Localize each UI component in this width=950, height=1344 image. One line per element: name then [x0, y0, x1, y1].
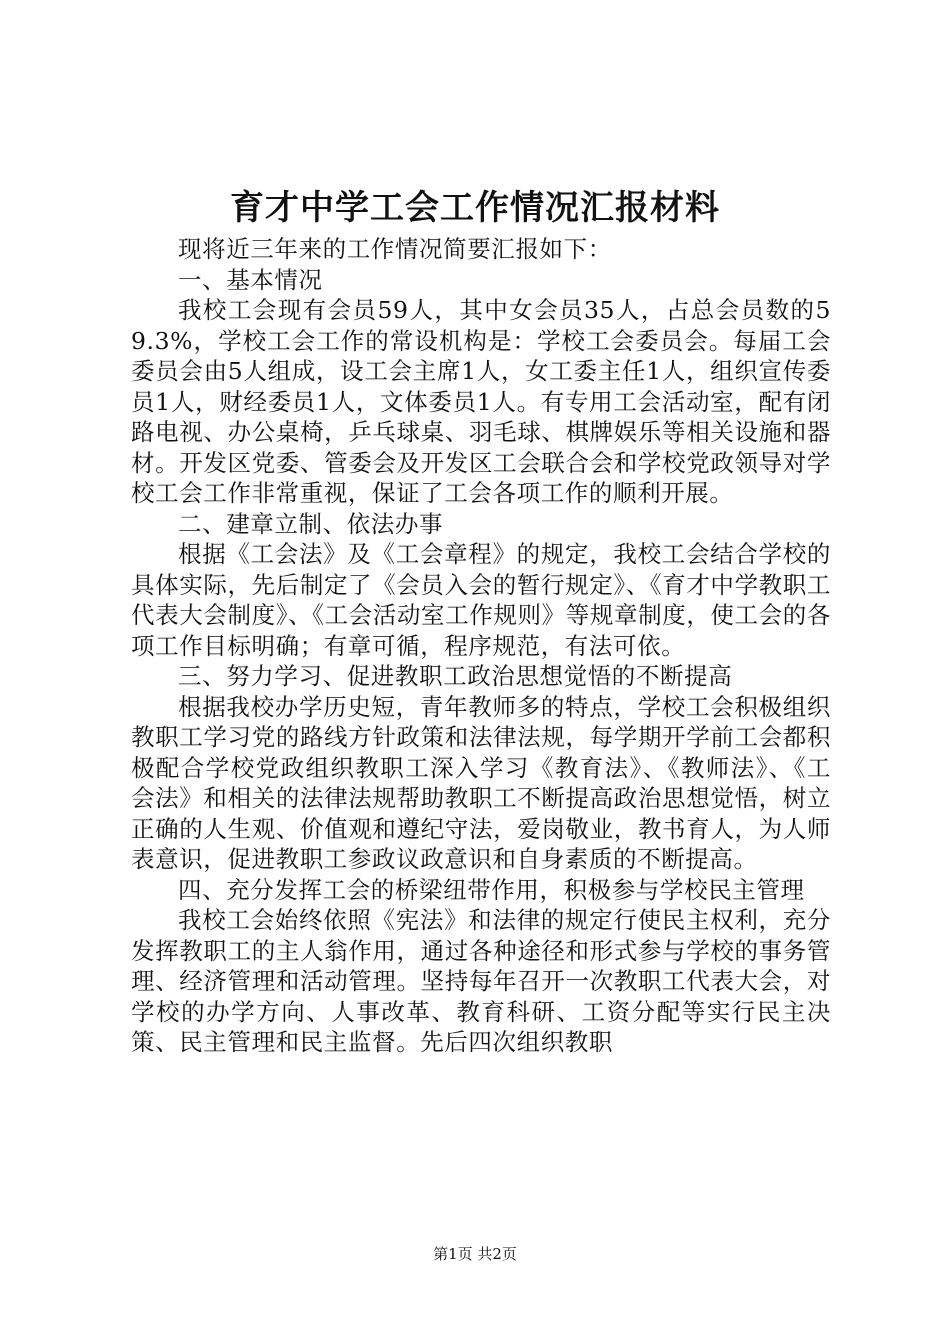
- section-paragraph-2: 根据《工会法》及《工会章程》的规定，我校工会结合学校的具体实际，先后制定了《会员入会的暂行规定》、《育才中学教职工代表大会制度》、《工会活动室工作规则》等规章制度，使工会的各项工作目标明确；有章可循，程序规范，有法可依。: [131, 540, 831, 660]
- page-footer: 第1页 共2页: [433, 1245, 517, 1263]
- section-paragraph-4: 我校工会始终依照《宪法》和法律的规定行使民主权利，充分发挥教职工的主人翁作用，通过各种途径和形式参与学校的事务管理、经济管理和活动管理。坚持每年召开一次教职工代表大会，对学校的办学方向、人事改革、教育科研、工资分配等实行民主决策、民主管理和民主监督。先后四次组织教职: [131, 906, 831, 1056]
- section-heading-4: 四、充分发挥工会的桥梁纽带作用，积极参与学校民主管理: [178, 875, 805, 904]
- document-body: [131, 234, 831, 1058]
- intro-paragraph: 现将近三年来的工作情况简要汇报如下：: [178, 235, 612, 263]
- section-heading-3: 三、努力学习、促进教职工政治思想觉悟的不断提高: [178, 662, 733, 690]
- section-heading-2: 二、建章立制、依法办事: [178, 509, 444, 538]
- section-paragraph-1: 我校工会现有会员59人，其中女会员35人，占总会员数的59.3%，学校工会工作的常设机构是：学校工会委员会。每届工会委员会由5人组成，设工会主席1人，女工委主任1人，组织宣传委员1人，财经委员1人，文体委员1人。有专用工会活动室，配有闭路电视、办公桌椅，乒乓球桌、羽毛球、棋牌娱乐等相关设施和器材。开发区党委、管委会及开发区工会联合会和学校党政领导对学校工会工作非常重视，保证了工会各项工作的顺利开展。: [131, 296, 831, 507]
- document-title: 育才中学工会工作情况汇报材料: [230, 188, 720, 228]
- section-paragraph-3: 根据我校办学历史短，青年教师多的特点，学校工会积极组织教职工学习党的路线方针政策和法律法规，每学期开学前工会都积极配合学校党政组织教职工深入学习《教育法》、《教师法》、《工会法》和相关的法律法规帮助教职工不断提高政治思想觉悟，树立正确的人生观、价值观和遵纪守法，爱岗敬业，教书育人，为人师表意识，促进教职工参政议政意识和自身素质的不断提高。: [131, 692, 831, 873]
- section-heading-1: 一、基本情况: [178, 265, 323, 294]
